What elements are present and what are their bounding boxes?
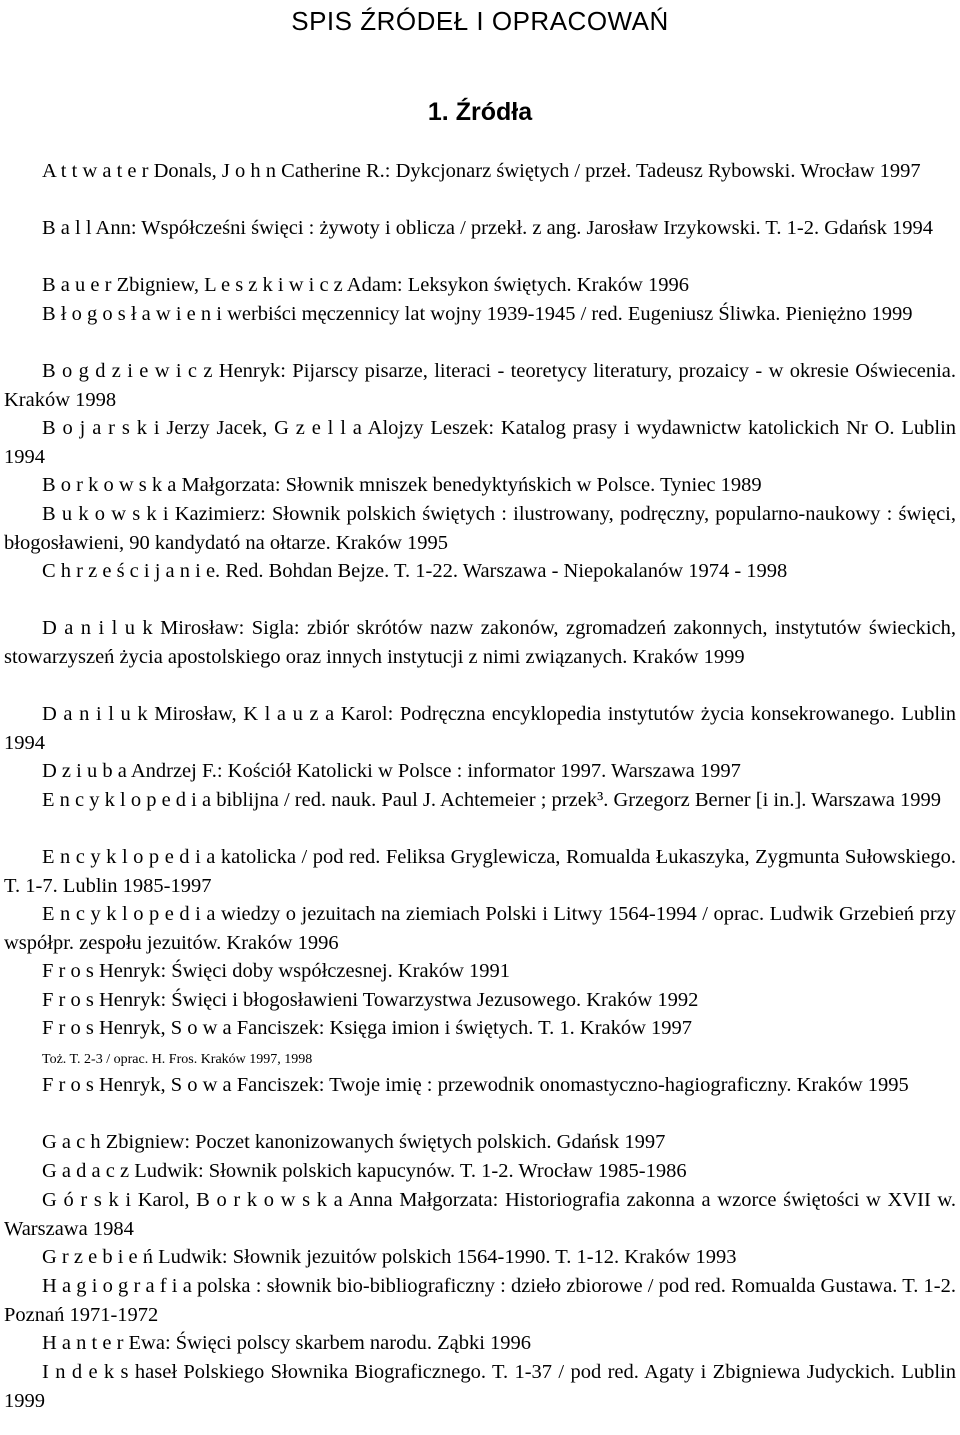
entry-author-spaced: H a g i o g r a f i a	[42, 1275, 192, 1297]
entry-text: Henryk: Pijarscy pisarze, literaci - teoretycy literatury, prozaicy - w okresie Oświecenia. Kraków 1998	[4, 360, 957, 411]
entry-text: wiedzy o jezuitach na ziemiach Polski i Litwy 1564-1994 / oprac. Ludwik Grzebień przy współpr. zespołu jezuitów. Kraków 1996	[4, 903, 957, 954]
bibliography-entry	[4, 471, 956, 500]
entry-author-spaced: D a n i l u k	[42, 617, 153, 639]
entry-text: Ludwik: Słownik polskich kapucynów. T. 1-2. Wrocław 1985-1986	[134, 1160, 687, 1182]
bibliography-entry	[4, 357, 956, 414]
entry-text-continued: Catherine R.: Dykcjonarz świętych / przeł. Tadeusz Rybowski. Wrocław 1997	[281, 160, 921, 182]
entry-text: Małgorzata: Słownik mniszek benedyktyńskich w Polsce. Tyniec 1989	[181, 474, 762, 496]
entry-text: Ewa: Święci polscy skarbem narodu. Ząbki 1996	[128, 1332, 532, 1354]
entry-text: Henryk: Święci doby współczesnej. Kraków 1991	[98, 960, 511, 982]
entry-author-spaced: F r o s	[42, 1017, 94, 1039]
entry-text: Henryk,	[98, 1074, 166, 1096]
entry-coauthor-spaced: G z e l l a	[274, 417, 362, 439]
entry-text: Zbigniew,	[116, 274, 199, 296]
entry-author-spaced: B a u e r	[42, 274, 112, 296]
entry-text: biblijna / red. nauk. Paul J. Achtemeier ; przek³. Grzegorz Berner [i in.]. Warszawa 1999	[216, 789, 942, 811]
entry-author-spaced: F r o s	[42, 960, 94, 982]
page-title: SPIS ŹRÓDEŁ I OPRACOWAŃ	[291, 6, 669, 36]
bibliography-entry	[4, 986, 956, 1015]
entry-text: Ann: Współcześni święci : żywoty i oblicza / przekł. z ang. Jarosław Irzykowski. T. 1-2. Gdańsk 1994	[95, 217, 934, 239]
entry-author-spaced: B u k o w s k i	[42, 503, 169, 525]
entry-text: Ludwik: Słownik jezuitów polskich 1564-1990. T. 1-12. Kraków 1993	[158, 1246, 737, 1268]
bibliography-entry	[4, 414, 956, 471]
section-heading: 1. Źródła	[427, 98, 533, 126]
entry-text: Henryk: Święci i błogosławieni Towarzystwa Jezusowego. Kraków 1992	[98, 989, 699, 1011]
bibliography-entry	[4, 1358, 956, 1415]
bibliography-entry	[4, 1014, 956, 1043]
bibliography-entry	[4, 157, 956, 186]
entry-author-spaced: F r o s	[42, 1074, 94, 1096]
bibliography-entry	[4, 1243, 956, 1272]
entry-author-spaced: B o g d z i e w i c z	[42, 360, 213, 382]
entry-author-spaced: E n c y k l o p e d i a	[42, 846, 216, 868]
entry-text-continued: Fanciszek: Księga imion i świętych. T. 1. Kraków 1997	[236, 1017, 693, 1039]
entry-coauthor-spaced: L e s z k i w i c z	[204, 274, 343, 296]
entry-text: haseł Polskiego Słownika Biograficznego. T. 1-37 / pod red. Agaty i Zbigniewa Judyckich. Lublin 1999	[4, 1361, 957, 1412]
entry-coauthor-spaced: K l a u z a	[243, 703, 335, 725]
bibliography-entry	[4, 957, 956, 986]
entry-author-spaced: I n d e k s	[42, 1361, 129, 1383]
entry-text: katolicka / pod red. Feliksa Gryglewicza, Romualda Łukaszyka, Zygmunta Sułowskiego. T. 1-7. Lublin 1985-1997	[4, 846, 956, 897]
entry-coauthor-spaced: S o w a	[170, 1017, 232, 1039]
entry-author-spaced: B o r k o w s k a	[42, 474, 177, 496]
bibliography-entry	[4, 700, 956, 757]
bibliography-entry	[4, 786, 956, 815]
entry-text: Zbigniew: Poczet kanonizowanych świętych polskich. Gdańsk 1997	[105, 1131, 666, 1153]
bibliography-entry	[4, 1157, 956, 1186]
bibliography-entry	[4, 900, 956, 957]
entry-coauthor-spaced: S o w a	[170, 1074, 232, 1096]
entry-author-spaced: B ł o g o s ł a w i e n i	[42, 303, 222, 325]
bibliography-entry	[4, 1272, 956, 1329]
bibliography-entry	[4, 843, 956, 900]
bibliography-entry	[4, 557, 956, 586]
bibliography-entry	[4, 1071, 956, 1100]
entry-text: Henryk,	[98, 1017, 166, 1039]
entry-author-spaced: B a l l	[42, 217, 92, 239]
bibliography-entry	[4, 614, 956, 671]
bibliography-entry	[4, 1128, 956, 1157]
entry-text: Mirosław,	[154, 703, 237, 725]
entry-coauthor-spaced: J o h n	[221, 160, 277, 182]
entry-author-spaced: A t t w a t e r	[42, 160, 149, 182]
entry-text: Mirosław: Sigla: zbiór skrótów nazw zakonów, zgromadzeń zakonnych, instytutów świeckich, stowarzyszeń życia apostolskiego oraz innych instytucji z nimi związanych. Kraków 1999	[4, 617, 957, 668]
entry-author-spaced: B o j a r s k i	[42, 417, 160, 439]
entry-author-spaced: G ó r s k i	[42, 1189, 132, 1211]
entry-text: Donals,	[153, 160, 217, 182]
entry-author-spaced: G a c h	[42, 1131, 101, 1153]
entry-text-continued: Fanciszek: Twoje imię : przewodnik onomastyczno-hagiograficzny. Kraków 1995	[236, 1074, 909, 1096]
entry-author-spaced: G r z e b i e ń	[42, 1246, 153, 1268]
entry-author-spaced: G a d a c z	[42, 1160, 130, 1182]
entry-text: Karol,	[137, 1189, 190, 1211]
entry-author-spaced: D a n i l u k	[42, 703, 148, 725]
entry-text-continued: Alojzy Leszek: Katalog prasy i wydawnictw katolickich Nr O. Lublin 1994	[4, 417, 957, 468]
entry-text: Red. Bohdan Bejze. T. 1-22. Warszawa - Niepokalanów 1974 - 1998	[225, 560, 788, 582]
bibliography-entry	[4, 1329, 956, 1358]
bibliography-entry	[4, 500, 956, 557]
entry-text: werbiści męczennicy lat wojny 1939-1945 / red. Eugeniusz Śliwka. Pieniężno 1999	[227, 303, 913, 325]
entry-text-continued: Anna Małgorzata: Historiografia zakonna a wzorce świętości w XVII w. Warszawa 1984	[4, 1189, 957, 1240]
bibliography-entry	[4, 1186, 956, 1243]
entry-author-spaced: F r o s	[42, 989, 94, 1011]
entry-author-spaced: E n c y k l o p e d i a	[42, 903, 216, 925]
bibliography-entry	[4, 1043, 956, 1075]
entry-author-spaced: E n c y k l o p e d i a	[42, 789, 212, 811]
entry-author-spaced: C h r z e ś c i j a n i e.	[42, 560, 221, 582]
bibliography-entry	[4, 271, 956, 300]
entry-author-spaced: D z i u b a	[42, 760, 127, 782]
entry-text: polska : słownik bio-bibliograficzny : dzieło zbiorowe / pod red. Romualda Gustawa. T. 1-2. Poznań 1971-1972	[4, 1275, 956, 1326]
bibliography-entry	[4, 214, 956, 243]
entry-text-continued: Adam: Leksykon świętych. Kraków 1996	[346, 274, 689, 296]
entry-text: Kazimierz: Słownik polskich świętych : ilustrowany, podręczny, popularno-naukowy : święci, błogosławieni, 90 kandydató na ołtarze. Kraków 1995	[4, 503, 956, 554]
entry-text-continued: Karol: Podręczna encyklopedia instytutów życia konsekrowanego. Lublin 1994	[4, 703, 957, 754]
entry-note: Toż. T. 2-3 / oprac. H. Fros. Kraków 1997, 1998	[42, 1052, 313, 1067]
entry-text: Jerzy Jacek,	[166, 417, 268, 439]
bibliography-entry	[4, 300, 956, 329]
bibliography-entry	[4, 757, 956, 786]
entry-author-spaced: H a n t e r	[42, 1332, 124, 1354]
entry-coauthor-spaced: B o r k o w s k a	[196, 1189, 343, 1211]
entry-text: Andrzej F.: Kościół Katolicki w Polsce : informator 1997. Warszawa 1997	[130, 760, 741, 782]
